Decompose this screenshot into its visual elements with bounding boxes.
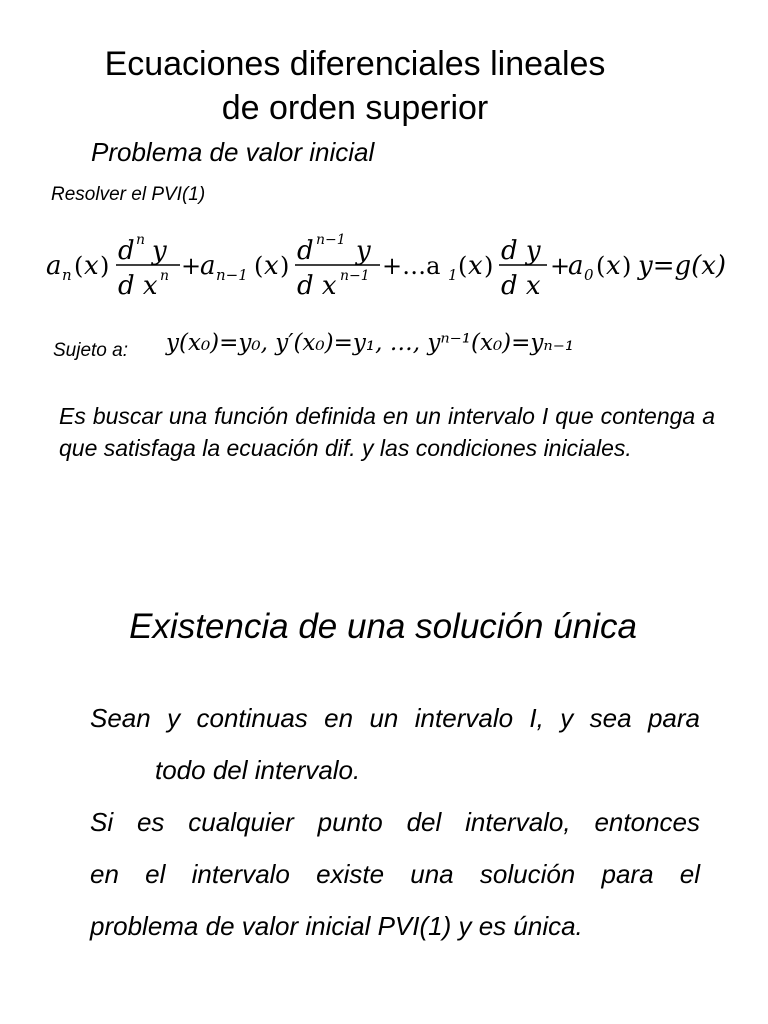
eq-x-1: x [84,251,99,281]
eq-num-n1-sup: n−1 [316,232,346,248]
eq-sub-n: n [62,266,72,284]
eq-plus-1: + [181,252,202,280]
eq-num-n1-d: d [297,236,314,266]
theorem-line-2: todo del intervalo. [155,755,361,785]
eq-paren-close-2: ) [280,252,290,280]
eq-a-n: a [46,251,62,281]
section-title: Existencia de una solución única [129,607,637,646]
eq-sub-0: 0 [584,266,594,284]
initial-conditions: y(x₀)=y₀, y′(x₀)=y₁, …, yⁿ⁻¹(x₀)=yₙ₋₁ [166,330,575,356]
eq-dots: +…a [382,252,441,280]
subtitle: Problema de valor inicial [91,137,375,167]
eq-paren-open-1: ( [74,252,84,280]
theorem-line-5: problema de valor inicial PVI(1) y es única. [90,911,583,941]
eq-x-2: x [264,251,279,281]
resolver-label: Resolver el PVI(1) [51,184,206,205]
eq-plus-2: + [550,252,571,280]
eq-a-0: a [568,251,584,281]
eq-paren-open-3: ( [458,252,468,280]
differential-equation [44,232,754,302]
eq-paren-close-4: ) [622,252,632,280]
eq-den-n: d x [118,271,158,301]
eq-sub-n1: n−1 [216,266,248,284]
sujeto-label: Sujeto a: [53,340,128,361]
eq-rhs: y=g(x) [638,251,727,281]
page-title [0,42,710,130]
definition-paragraph: Es buscar una función definida en un intervalo I que contenga a que satisfaga la ecuación dif. y las condiciones iniciales. [59,403,715,461]
eq-a-n1: a [200,251,216,281]
theorem-line-4: en el intervalo existe una solución para el [90,859,700,889]
eq-paren-open-4: ( [596,252,606,280]
eq-num-n1-y: y [356,236,371,266]
theorem-paragraph [90,692,700,952]
title-line-1: Ecuaciones diferenciales lineales [104,45,606,83]
eq-num-n-y: y [152,236,167,266]
eq-sub-1: 1 [448,266,458,284]
eq-paren-open-2: ( [254,252,264,280]
eq-x-4: x [606,251,621,281]
eq-den-n1: d x [297,271,337,301]
eq-x-3: x [468,251,483,281]
theorem-line-3: Si es cualquier punto del intervalo, entonces [90,807,700,837]
eq-dy: d y [501,236,541,266]
eq-den-n1-sup: n−1 [340,268,370,284]
title-line-2: de orden superior [221,89,489,127]
eq-dx: d x [501,271,541,301]
eq-paren-close-3: ) [484,252,494,280]
theorem-line-1: Sean y continuas en un intervalo I, y sea para [90,703,700,733]
eq-num-n-d: d [118,236,135,266]
eq-paren-close-1: ) [100,252,110,280]
eq-den-n-sup: n [160,268,170,284]
eq-num-n-sup: n [136,232,146,248]
